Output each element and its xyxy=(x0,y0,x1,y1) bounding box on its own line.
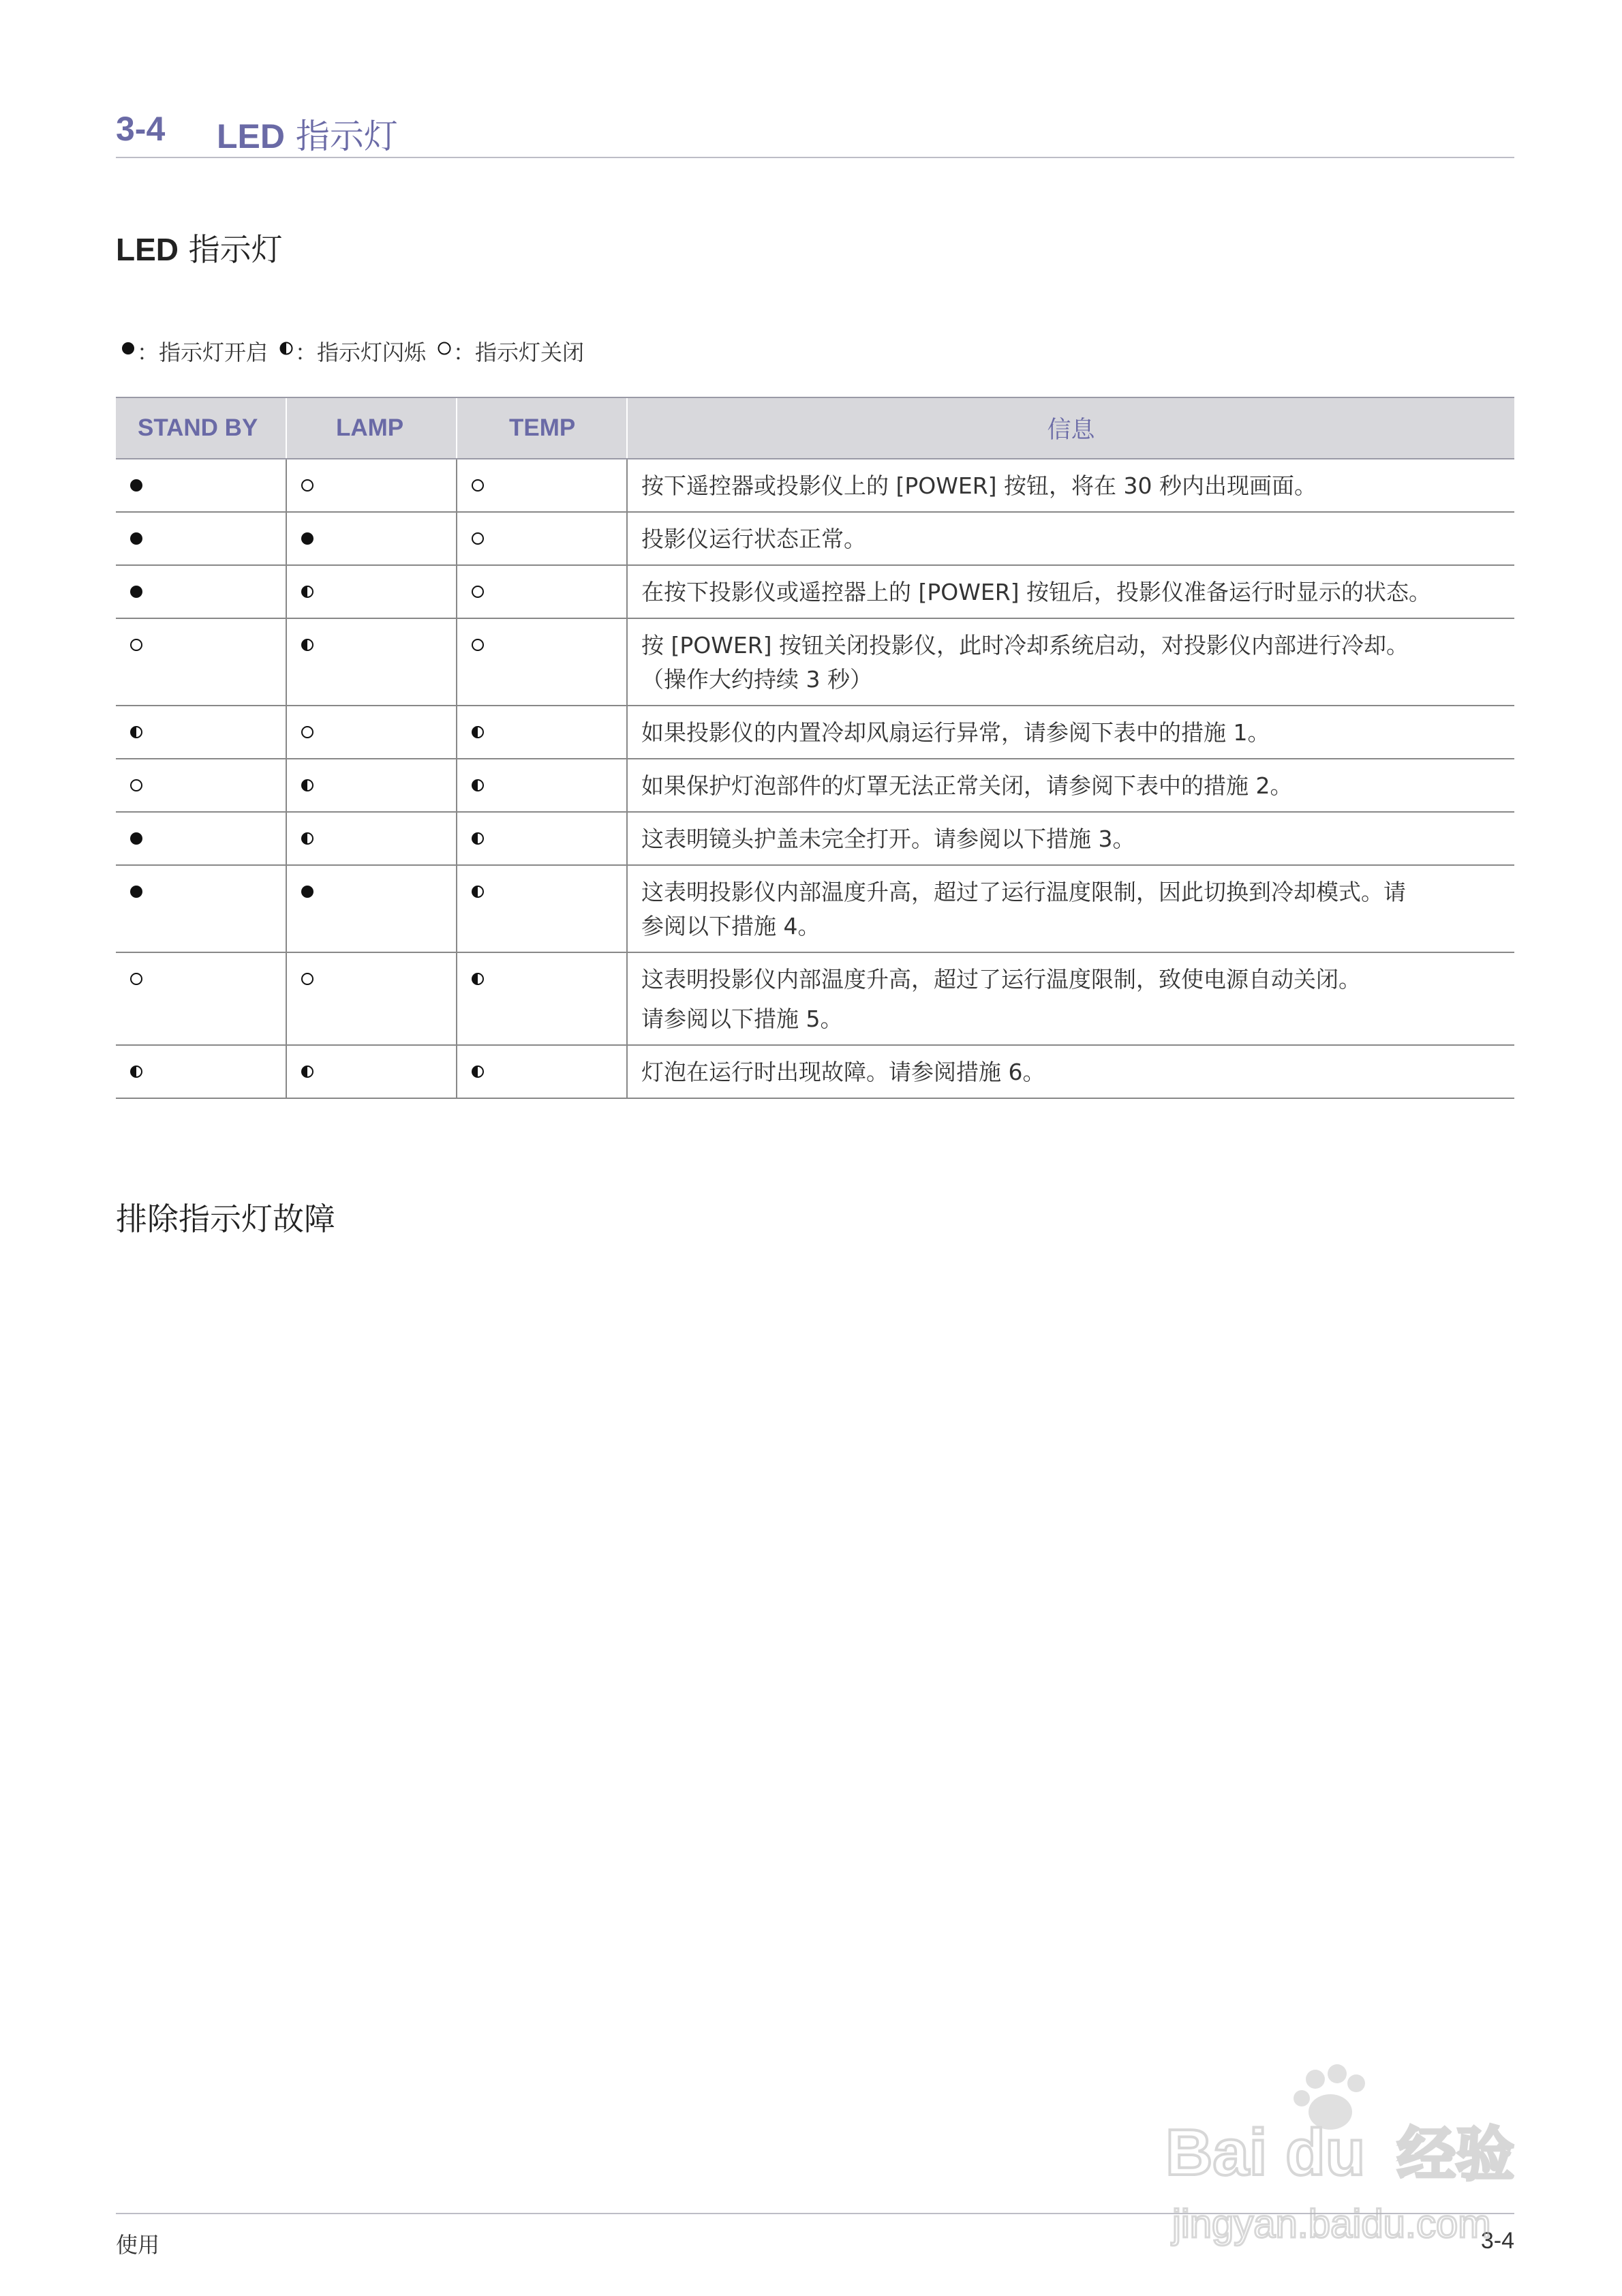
info-text-line: 这表明镜头护盖未完全打开。请参阅以下措施 3。 xyxy=(641,826,1135,852)
table-row xyxy=(116,952,1514,1045)
cell-standby-status xyxy=(116,565,286,618)
half-circle-icon xyxy=(470,777,486,794)
cell-standby-status xyxy=(116,706,286,759)
section-number: 3-4 xyxy=(116,110,166,148)
empty-circle-icon xyxy=(470,637,486,653)
cell-temp-status xyxy=(457,952,627,1045)
filled-circle-icon xyxy=(128,584,144,600)
legend-blink-label: ：指示灯闪烁 xyxy=(295,339,427,365)
info-text-line: 投影仪运行状态正常。 xyxy=(641,526,866,552)
table-row xyxy=(116,618,1514,706)
half-circle-icon xyxy=(470,883,486,900)
cell-info xyxy=(627,952,1514,1045)
cell-temp-status xyxy=(457,812,627,865)
cell-standby-status xyxy=(116,459,286,512)
half-circle-icon xyxy=(128,724,144,740)
cell-lamp-status xyxy=(286,706,457,759)
empty-circle-icon xyxy=(470,530,486,547)
col-header-standby: STAND BY xyxy=(116,397,286,459)
watermark-cjk: 经验 xyxy=(1397,2121,1514,2189)
led-subheading: LED 指示灯 xyxy=(116,231,283,268)
watermark-brand: Bai du xyxy=(1165,2116,1366,2189)
info-text-line: 按下遥控器或投影仪上的 [POWER] 按钮，将在 30 秒内出现画面。 xyxy=(641,472,1317,499)
section-title: LED 指示灯 xyxy=(217,117,398,156)
col-header-temp: TEMP xyxy=(457,397,627,459)
watermark-url: jingyan.baidu.com xyxy=(1172,2202,1491,2246)
half-circle-icon xyxy=(299,777,316,794)
cell-lamp-status xyxy=(286,512,457,565)
info-text-line: 如果保护灯泡部件的灯罩无法正常关闭，请参阅下表中的措施 2。 xyxy=(641,772,1293,799)
footer-section-label: 使用 xyxy=(116,2232,160,2258)
cell-info xyxy=(627,759,1514,812)
col-header-info: 信息 xyxy=(627,397,1514,459)
cell-info xyxy=(627,565,1514,618)
cell-standby-status xyxy=(116,865,286,952)
legend xyxy=(119,335,594,367)
empty-circle-icon xyxy=(470,477,486,494)
empty-circle-icon xyxy=(299,724,316,740)
legend-on-label: ：指示灯开启 xyxy=(137,339,269,365)
table-header-row xyxy=(116,397,1514,459)
half-circle-icon xyxy=(299,1063,316,1080)
cell-temp-status xyxy=(457,459,627,512)
cell-lamp-status xyxy=(286,1045,457,1098)
troubleshooting-heading: 排除指示灯故障 xyxy=(116,1200,335,1237)
half-circle-icon xyxy=(299,584,316,600)
cell-temp-status xyxy=(457,565,627,618)
half-circle-icon xyxy=(470,724,486,740)
info-text-line: 在按下投影仪或遥控器上的 [POWER] 按钮后，投影仪准备运行时显示的状态。 xyxy=(641,579,1432,605)
legend-off-label: ：指示灯关闭 xyxy=(453,339,585,365)
baidu-watermark xyxy=(1152,2059,1533,2256)
cell-temp-status xyxy=(457,512,627,565)
table-row xyxy=(116,759,1514,812)
col-header-lamp: LAMP xyxy=(286,397,457,459)
cell-info xyxy=(627,459,1514,512)
cell-info xyxy=(627,865,1514,952)
info-text-line: 按 [POWER] 按钮关闭投影仪，此时冷却系统启动，对投影仪内部进行冷却。 xyxy=(641,632,1409,659)
filled-circle-icon xyxy=(128,477,144,494)
cell-temp-status xyxy=(457,618,627,706)
empty-circle-icon xyxy=(435,339,453,357)
info-text-line: 请参阅以下措施 5。 xyxy=(641,1006,843,1032)
cell-info xyxy=(627,706,1514,759)
cell-temp-status xyxy=(457,1045,627,1098)
cell-lamp-status xyxy=(286,459,457,512)
table-body xyxy=(116,459,1514,1098)
table-row xyxy=(116,565,1514,618)
info-text-line: 这表明投影仪内部温度升高，超过了运行温度限制，致使电源自动关闭。 xyxy=(641,966,1361,993)
empty-circle-icon xyxy=(299,971,316,987)
cell-standby-status xyxy=(116,952,286,1045)
half-circle-icon xyxy=(299,637,316,653)
cell-temp-status xyxy=(457,706,627,759)
cell-standby-status xyxy=(116,618,286,706)
cell-standby-status xyxy=(116,512,286,565)
cell-info xyxy=(627,1045,1514,1098)
table-row xyxy=(116,512,1514,565)
cell-lamp-status xyxy=(286,759,457,812)
half-circle-icon xyxy=(470,1063,486,1080)
info-text-line: 如果投影仪的内置冷却风扇运行异常，请参阅下表中的措施 1。 xyxy=(641,719,1270,746)
filled-circle-icon xyxy=(128,883,144,900)
cell-lamp-status xyxy=(286,812,457,865)
table-row xyxy=(116,1045,1514,1098)
table-row xyxy=(116,865,1514,952)
empty-circle-icon xyxy=(128,637,144,653)
footer-page-number: 3-4 xyxy=(1480,2228,1514,2254)
cell-standby-status xyxy=(116,1045,286,1098)
cell-lamp-status xyxy=(286,865,457,952)
half-circle-icon xyxy=(470,971,486,987)
filled-circle-icon xyxy=(128,530,144,547)
section-heading xyxy=(116,109,1514,158)
cell-standby-status xyxy=(116,812,286,865)
cell-info xyxy=(627,618,1514,706)
cell-lamp-status xyxy=(286,618,457,706)
cell-lamp-status xyxy=(286,952,457,1045)
empty-circle-icon xyxy=(470,584,486,600)
filled-circle-icon xyxy=(299,883,316,900)
table-row xyxy=(116,459,1514,512)
cell-standby-status xyxy=(116,759,286,812)
cell-temp-status xyxy=(457,865,627,952)
half-circle-icon xyxy=(277,339,295,357)
info-text-line: 参阅以下措施 4。 xyxy=(641,913,821,939)
half-circle-icon xyxy=(299,830,316,847)
info-text-line: 这表明投影仪内部温度升高，超过了运行温度限制，因此切换到冷却模式。请 xyxy=(641,879,1406,905)
cell-temp-status xyxy=(457,759,627,812)
empty-circle-icon xyxy=(299,477,316,494)
cell-lamp-status xyxy=(286,565,457,618)
filled-circle-icon xyxy=(299,530,316,547)
filled-circle-icon xyxy=(119,339,137,357)
info-text-line: （操作大约持续 3 秒） xyxy=(641,666,872,693)
cell-info xyxy=(627,512,1514,565)
table-row xyxy=(116,706,1514,759)
half-circle-icon xyxy=(470,830,486,847)
cell-info xyxy=(627,812,1514,865)
empty-circle-icon xyxy=(128,777,144,794)
filled-circle-icon xyxy=(128,830,144,847)
table-row xyxy=(116,812,1514,865)
info-text-line: 灯泡在运行时出现故障。请参阅措施 6。 xyxy=(641,1059,1045,1085)
empty-circle-icon xyxy=(128,971,144,987)
half-circle-icon xyxy=(128,1063,144,1080)
led-status-table xyxy=(116,397,1514,1099)
